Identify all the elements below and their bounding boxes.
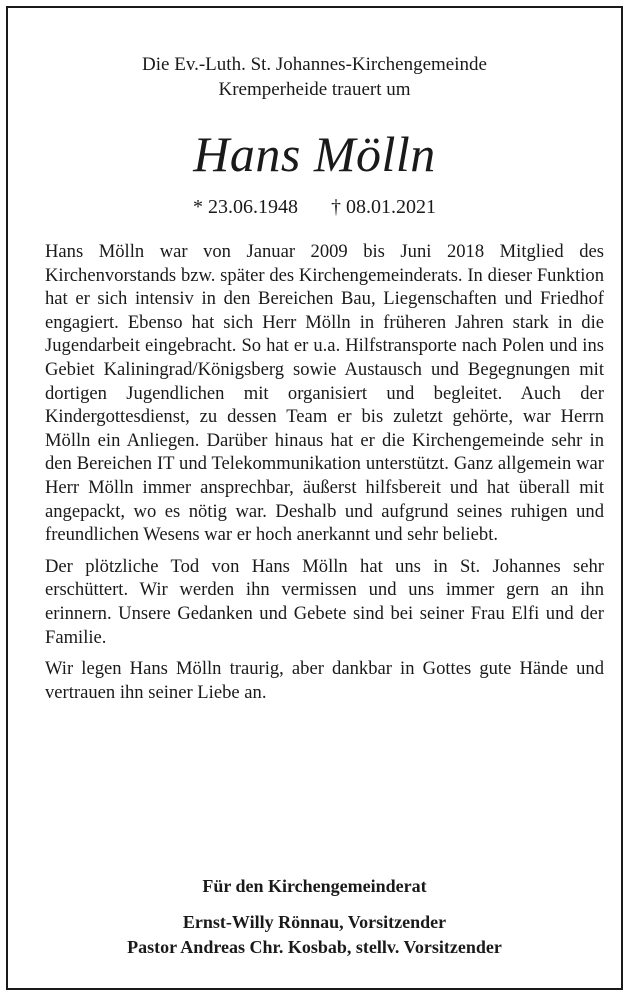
signature-block bbox=[8, 874, 621, 960]
intro-line-1: Die Ev.-Luth. St. Johannes-Kirchengemeinde bbox=[142, 54, 487, 75]
obituary-card bbox=[6, 6, 623, 990]
birth-date: * 23.06.1948 bbox=[193, 196, 298, 218]
intro-line-2: Kremperheide trauert um bbox=[218, 79, 411, 100]
paragraph-grief: Der plötzliche Tod von Hans Mölln hat uns in St. Johannes sehr erschüttert. Wir werden ihn vermissen und uns immer gern an ihn erinnern. Unsere Gedanken und Gebete sind bei seiner Frau Elfi und der Familie. bbox=[45, 555, 604, 648]
death-date: † 08.01.2021 bbox=[331, 196, 436, 218]
paragraph-tribute: Hans Mölln war von Januar 2009 bis Juni 2018 Mitglied des Kirchenvorstands bzw. später des Kirchengemeinderats. In dieser Funktion hat er sich intensiv in den Bereichen Bau, Liegenschaften und Friedhof engagiert. Ebenso hat sich Herr Mölln in früheren Jahren stark in die Jugendarbeit eingebracht. So hat er u.a. Hilfstransporte nach Polen und ins Gebiet Kaliningrad/Königsberg sowie Austausch und Begegnungen mit dortigen Jugendlichen mit organisiert und begleitet. Auch der Kindergottesdienst, zu dessen Team er bis zuletzt gehörte, war Herrn Mölln ein Anliegen. Darüber hinaus hat er die Kirchengemeinde sehr in den Bereichen IT und Telekommunikation unterstützt. Ganz allgemein war Herr Mölln immer ansprechbar, äußerst hilfsbereit und hat überall mit angepackt, wo es nötig war. Deshalb und aufgrund seines ruhigen und freundlichen Wesens war er hoch anerkannt und sehr beliebt. bbox=[45, 241, 604, 546]
life-dates bbox=[8, 194, 621, 220]
obituary-text bbox=[45, 240, 604, 712]
deceased-name: Hans Mölln bbox=[193, 126, 436, 182]
council-heading: Für den Kirchengemeinderat bbox=[202, 876, 427, 896]
intro-text bbox=[8, 52, 621, 102]
paragraph-farewell: Wir legen Hans Mölln traurig, aber dankbar in Gottes gute Hände und vertrauen ihn seiner Liebe an. bbox=[45, 658, 604, 703]
signer-chair: Ernst-Willy Rönnau, Vorsitzender bbox=[182, 912, 447, 932]
signer-vice-chair: Pastor Andreas Chr. Kosbab, stellv. Vorsitzender bbox=[127, 937, 502, 957]
